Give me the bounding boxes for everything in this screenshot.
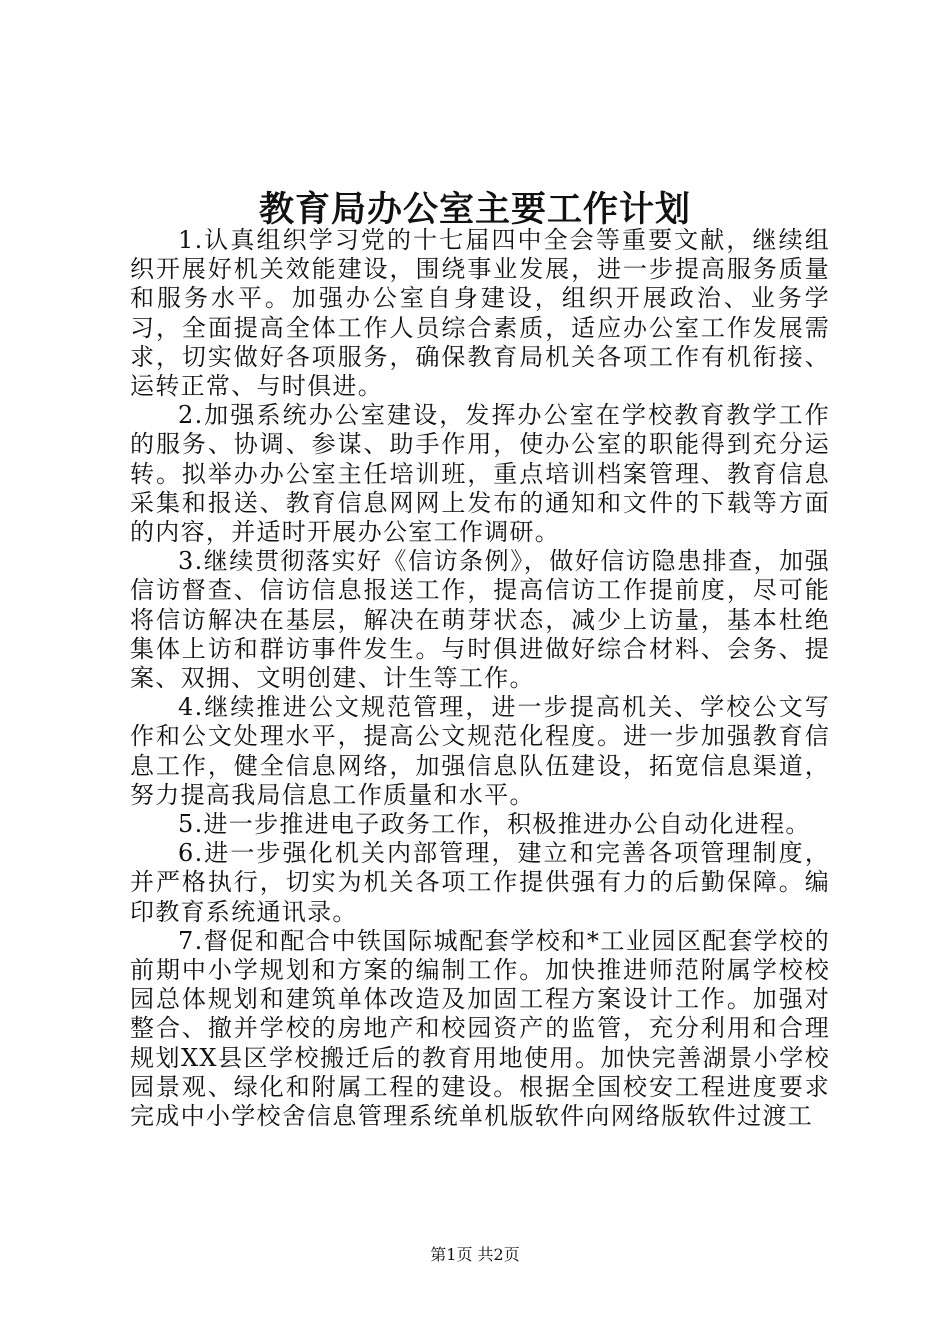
document-body: [130, 226, 830, 1131]
paragraph-7: 7.督促和配合中铁国际城配套学校和*工业园区配套学校的前期中小学规划和方案的编制工作。加快推进师范附属学校校园总体规划和建筑单体改造及加固工程方案设计工作。加强对整合、撤并学校的房地产和校园资产的监管，充分利用和合理规划XX县区学校搬迁后的教育用地使用。加快完善湖景小学校园景观、绿化和附属工程的建设。根据全国校安工程进度要求完成中小学校舍信息管理系统单机版软件向网络版软件过渡工: [130, 926, 830, 1131]
paragraph-6: 6.进一步强化机关内部管理，建立和完善各项管理制度，并严格执行，切实为机关各项工作提供强有力的后勤保障。编印教育系统通讯录。: [130, 839, 830, 926]
paragraph-3: 3.继续贯彻落实好《信访条例》，做好信访隐患排查，加强信访督查、信访信息报送工作，提高信访工作提前度，尽可能将信访解决在基层，解决在萌芽状态，减少上访量，基本杜绝集体上访和群访事件发生。与时俱进做好综合材料、会务、提案、双拥、文明创建、计生等工作。: [130, 547, 830, 693]
paragraph-1: 1.认真组织学习党的十七届四中全会等重要文献，继续组织开展好机关效能建设，围绕事业发展，进一步提高服务质量和服务水平。加强办公室自身建设，组织开展政治、业务学习，全面提高全体工作人员综合素质，适应办公室工作发展需求，切实做好各项服务，确保教育局机关各项工作有机衔接、运转正常、与时俱进。: [130, 226, 830, 401]
paragraph-5: 5.进一步推进电子政务工作，积极推进办公自动化进程。: [178, 810, 811, 839]
document-title: 教育局办公室主要工作计划: [258, 189, 691, 230]
page-footer: 第1页 共2页: [430, 1245, 520, 1264]
paragraph-4: 4.继续推进公文规范管理，进一步提高机关、学校公文写作和公文处理水平，提高公文规范化程度。进一步加强教育信息工作，健全信息网络，加强信息队伍建设，拓宽信息渠道，努力提高我局信息工作质量和水平。: [130, 693, 830, 809]
paragraph-2: 2.加强系统办公室建设，发挥办公室在学校教育教学工作的服务、协调、参谋、助手作用，使办公室的职能得到充分运转。拟举办办公室主任培训班，重点培训档案管理、教育信息采集和报送、教育信息网网上发布的通知和文件的下载等方面的内容，并适时开展办公室工作调研。: [130, 401, 830, 547]
